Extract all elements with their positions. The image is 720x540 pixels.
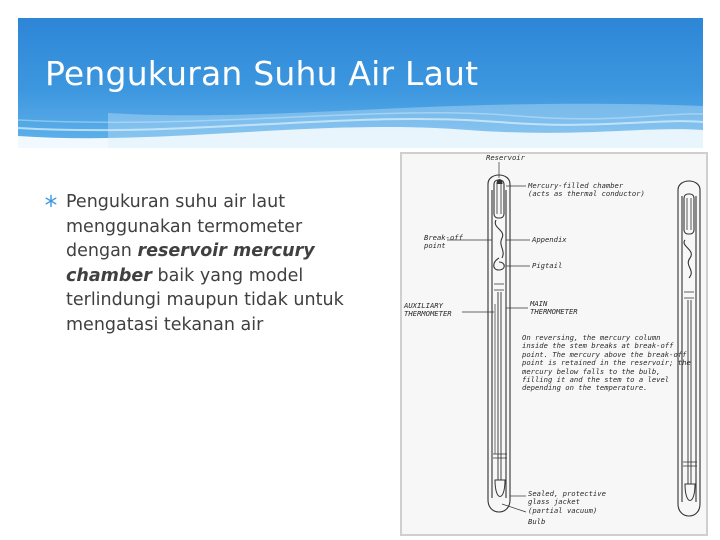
note-line5: mercury below falls to the bulb, — [522, 366, 661, 376]
label-break-off-line1: Break-off — [424, 233, 463, 242]
label-main-line1: MAIN — [530, 299, 548, 308]
note-line2: inside the stem breaks at break-off — [522, 341, 674, 351]
label-reversing-note — [522, 334, 691, 393]
note-line3: point. The mercury above the break-off — [522, 349, 687, 359]
reversing-thermometer-diagram — [400, 152, 708, 536]
note-line4: point is retained in the reservoir; the — [522, 358, 691, 368]
right-reservoir — [684, 194, 694, 234]
bullet-text-part2: baik yang model terlindungi maupun tidak untuk mengatasi tekanan air — [66, 265, 344, 335]
asterisk-bullet-icon — [44, 194, 58, 208]
title-banner — [18, 18, 703, 148]
label-reservoir: Reservoir — [486, 153, 525, 162]
left-appendix — [495, 220, 503, 258]
label-jacket-line1: Sealed, protective — [528, 489, 606, 498]
right-coil — [684, 240, 691, 278]
bullet-text-part1: Pengukuran suhu air laut menggunakan termometer dengan — [66, 192, 303, 261]
left-inner-tube — [492, 190, 506, 498]
label-mercury-chamber-line1: Mercury-filled chamber — [528, 181, 624, 190]
left-outer-jacket — [488, 175, 510, 512]
right-bulb — [685, 484, 695, 501]
left-main-stem — [498, 292, 501, 480]
label-auxiliary-thermometer — [404, 302, 452, 319]
label-glass-jacket — [528, 490, 606, 515]
left-reservoir — [494, 180, 504, 218]
label-mercury-chamber-line2: (acts as thermal conductor) — [528, 189, 645, 199]
label-auxiliary-line1: AUXILIARY — [404, 301, 443, 310]
label-jacket-line3: (partial vacuum) — [528, 505, 598, 515]
bullet-text-emphasis: reservoir mercury chamber — [66, 241, 315, 286]
label-pigtail: Pigtail — [532, 261, 563, 270]
label-jacket-line2: glass jacket — [528, 497, 580, 507]
label-break-off-line2: point — [424, 241, 446, 251]
note-line6: filling it and the stem to a level — [522, 375, 670, 385]
label-appendix: Appendix — [532, 235, 567, 244]
note-line1: On reversing, the mercury column — [522, 333, 661, 342]
label-bulb: Bulb — [528, 517, 546, 526]
label-main-line2: THERMOMETER — [530, 307, 578, 317]
note-line7: depending on the temperature. — [522, 383, 648, 393]
label-break-off-point — [424, 234, 463, 251]
label-main-thermometer — [530, 300, 578, 317]
left-bulb — [495, 480, 505, 497]
label-mercury-chamber — [528, 182, 645, 199]
bullet-item — [66, 190, 366, 337]
left-pigtail — [494, 258, 505, 270]
label-auxiliary-line2: THERMOMETER — [404, 309, 452, 319]
slide-title: Pengukuran Suhu Air Laut — [45, 54, 479, 93]
